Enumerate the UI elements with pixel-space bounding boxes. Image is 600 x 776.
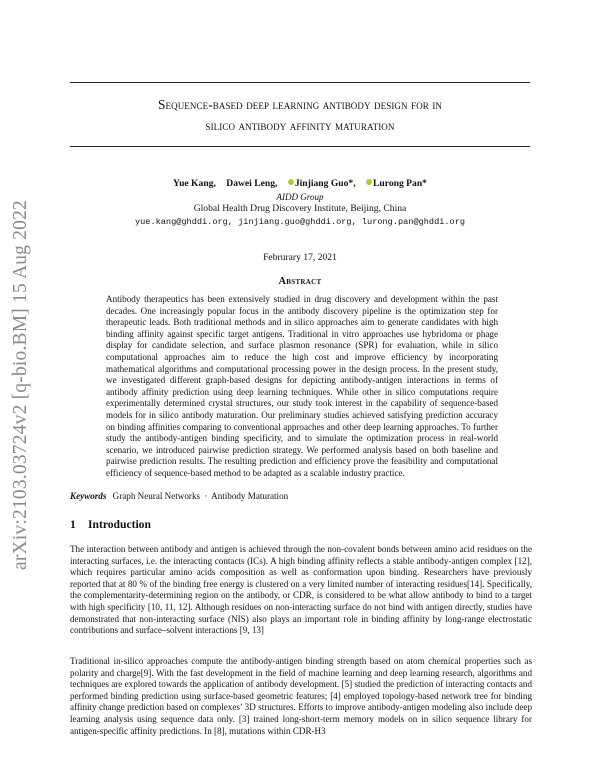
orcid-icon[interactable] bbox=[366, 179, 372, 185]
author-name: Yue Kang, bbox=[173, 178, 216, 189]
author-name: Jinjiang Guo*, bbox=[294, 178, 356, 189]
author-block bbox=[70, 178, 530, 228]
section-heading-introduction bbox=[70, 518, 151, 531]
abstract-text: Antibody therapeutics has been extensively studied in drug discovery and development within the past decades. One increasingly popular focus in the antibody discovery pipeline is the optimization step for therapeutic leads. Both traditional methods and in silico approaches aim to generate candidates with high binding affinity against specific target antigens. Traditional in vitro approaches use hybridoma or phage display for candidate selection, and surface plasmon resonance (SPR) for evaluation, while in silico computational approaches aim to reduce the high cost and improve efficiency by incorporating mathematical algorithms and computational processing power in the design process. In the present study, we investigated different graph-based designs for depicting antibody-antigen interactions in terms of antibody affinity prediction using deep learning techniques. While other in silico computations require experimentally determined crystal structures, our study took interest in the capability of sequence-based models for in silico antibody maturation. Our preliminary studies achieved satisfying prediction accuracy on binding affinities comparing to conventional approaches and other deep learning approaches. To further study the antibody-antigen binding specificity, and to simulate the optimization process in real-world scenario, we introduced pairwise prediction strategy. We performed analysis based on both baseline and pairwise prediction results. The resulting prediction and efficiency prove the feasibility and computational efficiency of sequence-based method to be adapted as a scalable industry practice. bbox=[106, 294, 498, 478]
keywords-label: Keywords bbox=[70, 491, 107, 501]
keywords-line bbox=[70, 491, 288, 501]
author-names bbox=[70, 178, 530, 191]
author-affiliation: Global Health Drug Discovery Institute, Beijing, China bbox=[193, 203, 407, 214]
arxiv-identifier: arXiv:2103.03724v2 [q-bio.BM] 15 Aug 2022 bbox=[10, 199, 31, 571]
orcid-icon[interactable] bbox=[288, 179, 294, 185]
keyword-item: Graph Neural Networks bbox=[112, 491, 201, 501]
section-number: 1 bbox=[70, 518, 76, 531]
abstract-heading: Abstract bbox=[278, 276, 322, 287]
section-title: Introduction bbox=[88, 518, 151, 531]
arxiv-side-stamp bbox=[8, 190, 34, 580]
title-line-1: Sequence-based deep learning antibody design for in bbox=[157, 97, 443, 112]
author-name: Dawei Leng, bbox=[226, 178, 278, 189]
keyword-item: Antibody Maturation bbox=[211, 491, 289, 501]
body-paragraph: The interaction between antibody and antigen is achieved through the non-covalent bonds between amino acid residues on the interacting surfaces, i.e. the interacting contacts (ICs). A high binding affinity reflects a stable antibody-antigen complex [12], which requires particular amino acids composition as well as conformation upon binding. Researchers have previously reported that at 80 % of the binding free energy is clustered on a very limited number of interacting residues[14]. Specifically, the complementarity-determining region on the antibody, or CDR, is considered to be what allow antibody to bind to a target with high specificity [10, 11, 12]. Although residues on non-interacting surface do not bind with antigen directly, studies have demonstrated that non-interacting surface (NIS) also plays an important role in binding affinity by long-range electrostatic contributions and surface–solvent interactions [9, 13] bbox=[70, 544, 532, 636]
body-paragraph: Traditional in-silico approaches compute the antibody-antigen binding strength based on atom chemical properties such as polarity and charge[9]. With the fast development in the field of machine learning and deep learning research, algorithms and techniques are explored towards the application of antibody development. [5] studied the prediction of interacting contacts and performed binding prediction using surface-based geometric features; [4] employed topology-based network tree for binding affinity change prediction based on complexes’ 3D structures. Efforts to improve antibody-antigen modeling also include deep learning analysis using sequence data only. [3] trained long-short-term memory models on in silico sequence library for antigen-specific affinity predictions. In [8], mutations within CDR-H3 bbox=[70, 656, 532, 736]
author-emails[interactable]: yue.kang@ghddi.org, jinjiang.guo@ghddi.org, lurong.pan@ghddi.org bbox=[134, 216, 466, 227]
title-top-rule bbox=[70, 82, 530, 83]
paper-title bbox=[70, 94, 530, 136]
author-name: Lurong Pan* bbox=[373, 178, 427, 189]
title-bottom-rule bbox=[70, 146, 530, 147]
author-group: AIDD Group bbox=[276, 191, 324, 202]
paper-date: Februrary 17, 2021 bbox=[263, 252, 337, 263]
title-line-2: silico antibody affinity maturation bbox=[205, 118, 395, 133]
keyword-separator: · bbox=[204, 491, 208, 501]
